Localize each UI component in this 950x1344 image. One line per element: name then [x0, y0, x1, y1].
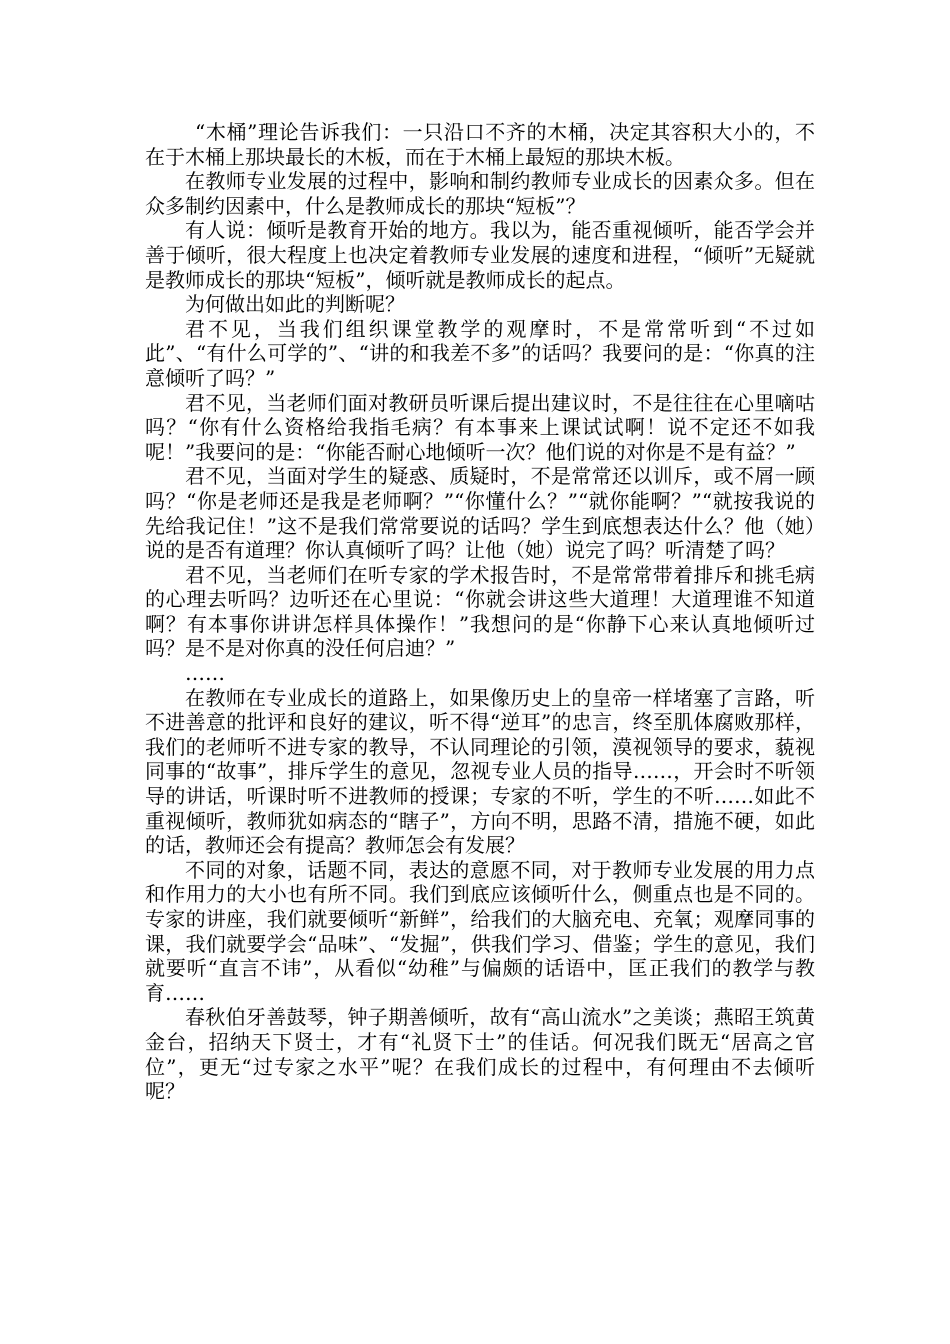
paragraph-3: 有人说：倾听是教育开始的地方。我以为，能否重视倾听，能否学会并善于倾听，很大程度上也决定着教师专业发展的速度和进程，“倾听”无疑就是教师成长的那块“短板”，倾听就是教师成长的起点。: [145, 218, 815, 292]
paragraph-2: 在教师专业发展的过程中，影响和制约教师专业成长的因素众多。但在众多制约因素中，什么是教师成长的那块“短板”？: [145, 169, 815, 218]
paragraph-1: “木桶”理论告诉我们：一只沿口不齐的木桶，决定其容积大小的，不在于木桶上那块最长的木板，而在于木桶上最短的那块木板。: [145, 120, 815, 169]
paragraph-7: 君不见，当面对学生的疑惑、质疑时，不是常常还以训斥，或不屑一顾吗？“你是老师还是我是老师啊？”“你懂什么？”“就你能啊？”“就按我说的先给我记住！”这不是我们常常要说的话吗？学生到底想表达什么？他（她）说的是否有道理？你认真倾听了吗？让他（她）说完了吗？听清楚了吗？: [145, 464, 815, 563]
paragraph-10: 不同的对象，话题不同，表达的意愿不同，对于教师专业发展的用力点和作用力的大小也有所不同。我们到底应该倾听什么，侧重点也是不同的。专家的讲座，我们就要倾听“新鲜”，给我们的大脑充电、充氧；观摩同事的课，我们就要学会“品味”、“发掘”，供我们学习、借鉴；学生的意见，我们就要听“直言不讳”，从看似“幼稚”与偏颇的话语中，匡正我们的教学与教育……: [145, 857, 815, 1005]
ellipsis-line: ……: [185, 661, 225, 686]
paragraph-6: 君不见，当老师们面对教研员听课后提出建议时，不是往往在心里嘀咕吗？“你有什么资格给我指毛病？有本事来上课试试啊！说不定还不如我呢！”我要问的是：“你能否耐心地倾听一次？他们说的对你是不是有益？”: [145, 390, 815, 464]
paragraph-9: 在教师在专业成长的道路上，如果像历史上的皇帝一样堵塞了言路，听不进善意的批评和良好的建议，听不得“逆耳”的忠言，终至肌体腐败那样，我们的老师听不进专家的教导，不认同理论的引领，漠视领导的要求，藐视同事的“故事”，排斥学生的意见，忽视专业人员的指导……，开会时不听领导的讲话，听课时听不进教师的授课；专家的不听，学生的不听……如此不重视倾听，教师犹如病态的“瞎子”，方向不明，思路不清，措施不硬，如此的话，教师还会有提高？教师怎会有发展？: [145, 685, 815, 858]
paragraph-5: 君不见，当我们组织课堂教学的观摩时，不是常常听到“不过如此”、“有什么可学的”、“讲的和我差不多”的话吗？我要问的是：“你真的注意倾听了吗？”: [145, 316, 815, 390]
document-body: [145, 120, 815, 1104]
paragraph-11: 春秋伯牙善鼓琴，钟子期善倾听，故有“高山流水”之美谈；燕昭王筑黄金台，招纳天下贤士，才有“礼贤下士”的佳话。何况我们既无“居高之官位”，更无“过专家之水平”呢？在我们成长的过程中，有何理由不去倾听呢？: [145, 1005, 815, 1104]
paragraph-4: 为何做出如此的判断呢？: [185, 292, 405, 317]
paragraph-8: 君不见，当老师们在听专家的学术报告时，不是常常带着排斥和挑毛病的心理去听吗？边听还在心里说：“你就会讲这些大道理！大道理谁不知道啊？有本事你讲讲怎样具体操作！”我想问的是“你静下心来认真地倾听过吗？是不是对你真的没任何启迪？”: [145, 562, 815, 661]
